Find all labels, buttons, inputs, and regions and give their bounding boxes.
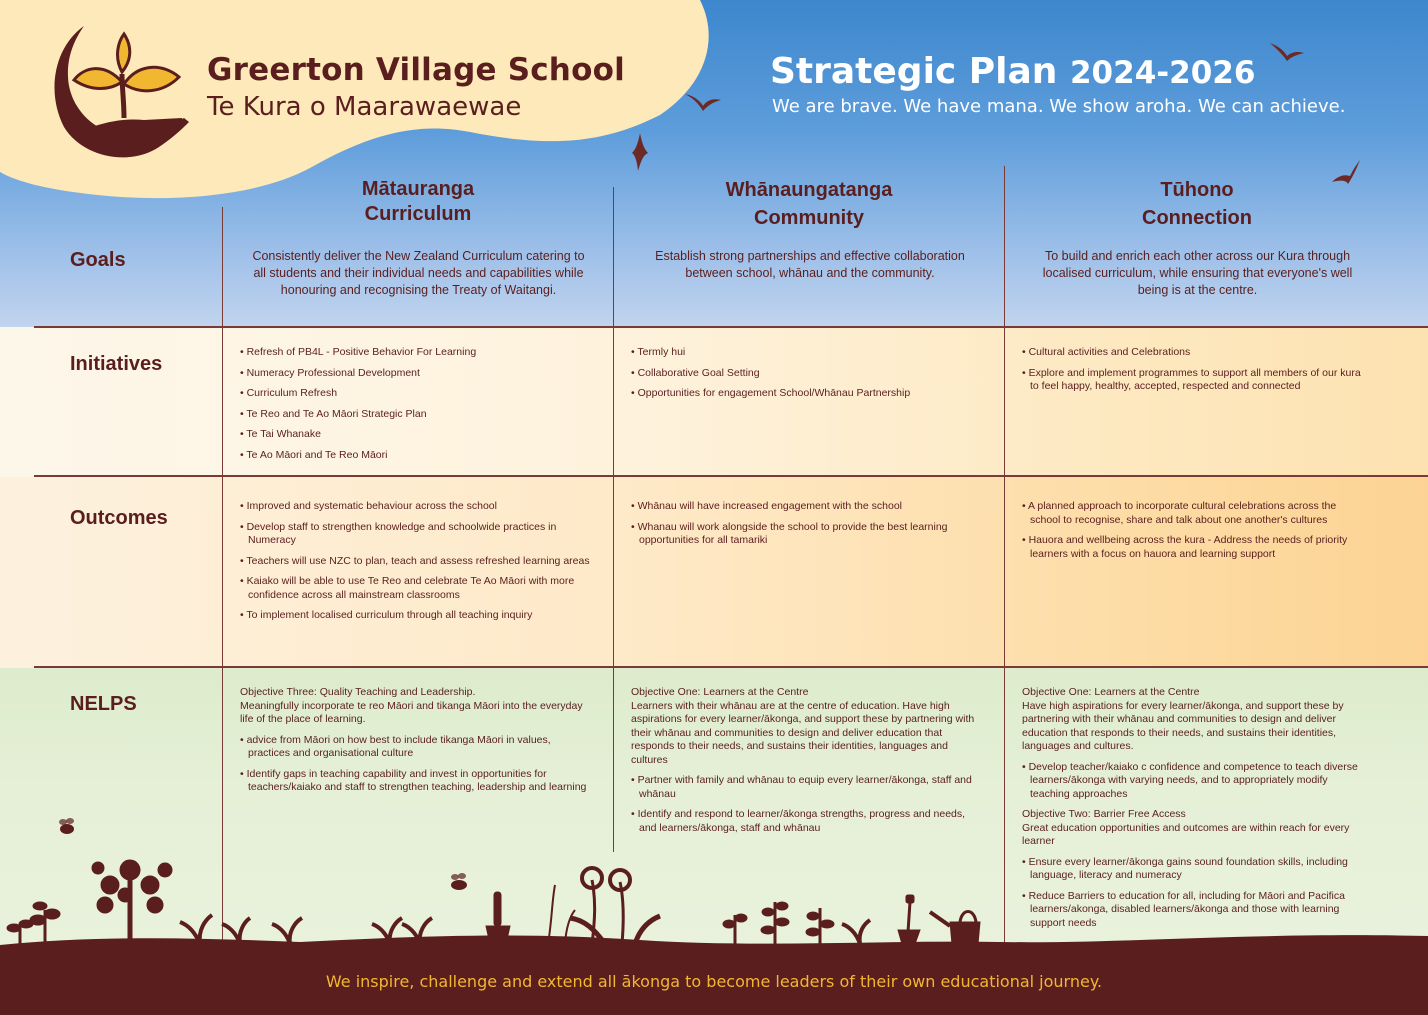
heading-maori: Tūhono [1160, 179, 1234, 201]
list-item: • Identify gaps in teaching capability and invest in opportunities for teachers/kaiako and staff to strengthen teaching, leadership and learning [240, 768, 595, 795]
bird-icon [630, 133, 650, 173]
goal-curriculum: Consistently deliver the New Zealand Curriculum catering to all students and their individual needs and capabilities while honouring and recognising the Treaty of Waitangi. [252, 249, 585, 297]
bee-icon [55, 815, 79, 839]
nelps-text: Have high aspirations for every learner/ākonga, and support these by partnering with their whānau and communities to design and deliver education that responds to their needs, and sustains their identities, languages and cultures. [1022, 699, 1344, 752]
motto: We are brave. We have mana. We show aroha. We can achieve. [772, 96, 1346, 117]
school-name: Greerton Village School [207, 52, 625, 88]
heading-maori: Whānaungatanga [725, 179, 893, 201]
row-divider [34, 326, 1428, 328]
list-item: • Develop teacher/kaiako c confidence and competence to teach diverse learners/ākonga with varying needs, and to appropriately modify teaching approaches [1022, 761, 1367, 802]
list-item: • Improved and systematic behaviour across the school [240, 500, 600, 514]
list-item: • Identify and respond to learner/ākonga strengths, progress and needs, and learners/ākonga, staff and whānau [631, 808, 981, 835]
list-item: • Develop staff to strengthen knowledge and schoolwide practices in Numeracy [240, 521, 600, 548]
column-heading-community [614, 176, 1004, 232]
nelps-objective: Objective Three: Quality Teaching and Leadership. [240, 686, 476, 698]
initiatives-community [631, 346, 991, 408]
nelps-community [631, 686, 981, 842]
outcomes-curriculum [240, 500, 600, 630]
list-item: • Teachers will use NZC to plan, teach and assess refreshed learning areas [240, 555, 600, 569]
list-item: • Ensure every learner/ākonga gains sound foundation skills, including language, literacy and numeracy [1022, 856, 1367, 883]
list-item: • Te Ao Māori and Te Reo Māori [240, 449, 600, 463]
garden-silhouette-icon [0, 840, 1428, 960]
list-item: • Te Tai Whanake [240, 428, 600, 442]
list-item: • Termly hui [631, 346, 991, 360]
nelps-text: Learners with their whānau are at the centre of education. Have high aspirations for every learner/ākonga, and support these by partnering with their whānau and communities to design and deliver education that responds to their needs, and sustains their identities, languages and cultures [631, 699, 975, 766]
heading-english: Connection [1142, 207, 1252, 229]
row-divider [34, 475, 1428, 477]
footer-tagline: We inspire, challenge and extend all ākonga to become leaders of their own educational journey. [325, 972, 1103, 991]
nelps-curriculum [240, 686, 595, 802]
list-item: • Refresh of PB4L - Positive Behavior For Learning [240, 346, 600, 360]
list-item: • Curriculum Refresh [240, 387, 600, 401]
nelps-objective: Objective One: Learners at the Centre [631, 686, 809, 698]
list-item: • Collaborative Goal Setting [631, 367, 991, 381]
list-item: • Kaiako will be able to use Te Reo and celebrate Te Ao Māori with more confidence across all mainstream classrooms [240, 575, 600, 602]
nelps-text: Meaningfully incorporate te reo Māori and tikanga Māori into the everyday life of the place of learning. [240, 699, 583, 725]
column-divider [222, 207, 223, 945]
bird-icon [1270, 43, 1304, 63]
plan-title-text: Strategic Plan [770, 51, 1058, 92]
logo-hand-seedling-icon [44, 22, 194, 167]
goal-community: Establish strong partnerships and effective collaboration between school, whānau and the community. [655, 249, 965, 280]
goal-connection: To build and enrich each other across our Kura through localised curriculum, while ensuring that everyone's well being is at the centre. [1042, 249, 1353, 297]
list-item: • To implement localised curriculum through all teaching inquiry [240, 609, 600, 623]
list-item: • A planned approach to incorporate cultural celebrations across the school to recognise, share and talk about one another's cultures [1022, 500, 1367, 527]
list-item: • Whanau will work alongside the school to provide the best learning opportunities for all tamariki [631, 521, 991, 548]
initiatives-connection [1022, 346, 1367, 401]
column-heading-connection [1005, 176, 1389, 232]
column-heading-curriculum [223, 177, 613, 227]
bird-icon [685, 92, 721, 112]
row-label-outcomes: Outcomes [70, 507, 168, 529]
row-label-nelps: NELPS [70, 693, 137, 715]
list-item: • Numeracy Professional Development [240, 367, 600, 381]
school-name-maori: Te Kura o Maarawaewae [207, 92, 522, 122]
outcomes-connection [1022, 500, 1367, 568]
row-label-initiatives: Initiatives [70, 353, 163, 375]
list-item: • Reduce Barriers to education for all, including for Māori and Pacifica learners/akonga, disabled learners/ākonga and those with learning support needs [1022, 890, 1367, 931]
nelps-objective: Objective Two: Barrier Free Access [1022, 808, 1186, 820]
outcomes-community [631, 500, 991, 555]
initiatives-curriculum [240, 346, 600, 469]
list-item: • Hauora and wellbeing across the kura - Address the needs of priority learners with a focus on hauora and learning support [1022, 534, 1367, 561]
list-item: • Cultural activities and Celebrations [1022, 346, 1367, 360]
nelps-text: Great education opportunities and outcomes are within reach for every learner [1022, 821, 1350, 847]
heading-maori: Mātauranga [361, 178, 475, 200]
list-item: • Opportunities for engagement School/Whānau Partnership [631, 387, 991, 401]
column-divider [1004, 166, 1005, 946]
heading-english: Curriculum [364, 203, 472, 225]
list-item: • Te Reo and Te Ao Māori Strategic Plan [240, 408, 600, 422]
column-divider [613, 187, 614, 852]
plan-title [770, 51, 1255, 92]
heading-english: Community [754, 207, 864, 229]
plan-years: 2024-2026 [1069, 55, 1256, 91]
list-item: • Partner with family and whānau to equip every learner/ākonga, staff and whānau [631, 774, 981, 801]
list-item: • Explore and implement programmes to support all members of our kura to feel happy, healthy, accepted, respected and connected [1022, 367, 1367, 394]
row-label-goals: Goals [70, 249, 126, 271]
list-item: • Whānau will have increased engagement with the school [631, 500, 991, 514]
nelps-objective: Objective One: Learners at the Centre [1022, 686, 1200, 698]
list-item: • advice from Māori on how best to include tikanga Māori in values, practices and organisational culture [240, 734, 595, 761]
row-divider [34, 666, 1428, 668]
